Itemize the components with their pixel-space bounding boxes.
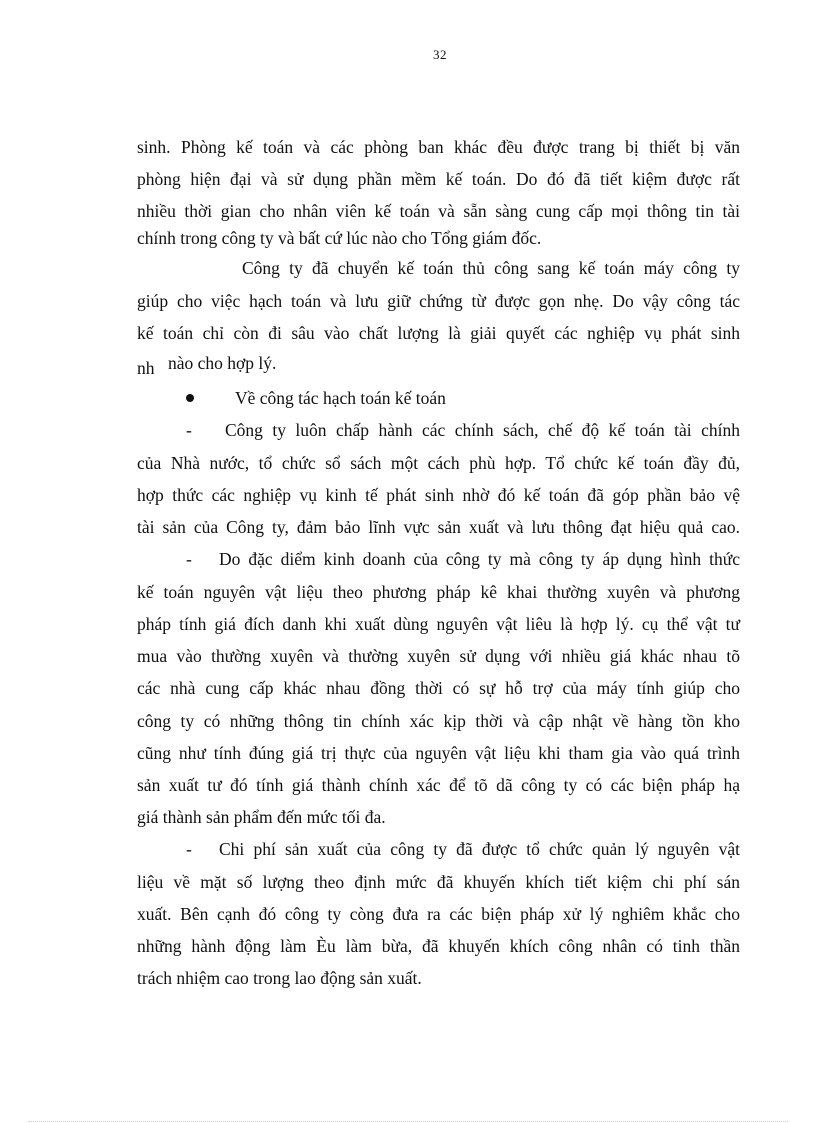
text-fragment: nh: [137, 358, 155, 378]
text-line: pháp tính giá đích danh khi xuất dùng nguyên vật liêu là hợp lý. cụ thể vật tư: [137, 614, 740, 634]
text-line: kế toán nguyên vật liệu theo phương pháp kê khai thường xuyên và phương: [137, 582, 740, 602]
dash-marker: -: [186, 839, 192, 859]
text-line: mua vào thường xuyên và thường xuyên sử dụng với nhiều giá khác nhau tõ: [137, 646, 740, 666]
text-line: Công ty luôn chấp hành các chính sách, chế độ kế toán tài chính: [225, 420, 740, 440]
text-line: Chi phí sản xuất của công ty đã được tổ chức quản lý nguyên vật: [219, 839, 740, 859]
text-line: cũng như tính đúng giá trị thực của nguyên vật liệu khi tham gia vào quá trình: [137, 743, 740, 763]
text-fragment: nào cho hợp lý.: [168, 353, 277, 373]
text-line: sản xuất tư đó tính giá thành chính xác để tõ dã công ty có các biện pháp hạ: [137, 775, 740, 795]
text-line: phòng hiện đại và sử dụng phần mềm kế toán. Do đó đã tiết kiệm được rất: [137, 169, 740, 189]
text-line: những hành động làm Èu làm bừa, đã khuyến khích công nhân có tinh thần: [137, 936, 740, 956]
section-heading: Về công tác hạch toán kế toán: [235, 388, 446, 408]
footer-divider: [28, 1121, 788, 1122]
text-line: tài sản của Công ty, đảm bảo lĩnh vực sản xuất và lưu thông đạt hiệu quả cao.: [137, 517, 740, 537]
dash-marker: -: [186, 549, 192, 569]
text-line: kế toán chỉ còn đi sâu vào chất lượng là giải quyết các nghiệp vụ phát sinh: [137, 323, 740, 343]
text-line: công ty có những thông tin chính xác kịp thời và cập nhật về hàng tồn kho: [137, 711, 740, 731]
text-line: sinh. Phòng kế toán và các phòng ban khác đều được trang bị thiết bị văn: [137, 137, 740, 157]
text-line: Công ty đã chuyển kế toán thủ công sang kế toán máy công ty: [242, 258, 740, 278]
text-line: của Nhà nước, tổ chức sổ sách một cách phù hợp. Tổ chức kế toán đầy đủ,: [137, 453, 740, 473]
dash-marker: -: [186, 420, 192, 440]
text-line: nhiều thời gian cho nhân viên kế toán và sẵn sàng cung cấp mọi thông tin tài: [137, 201, 740, 221]
text-line: giá thành sản phẩm đến mức tối đa.: [137, 807, 386, 827]
text-line: các nhà cung cấp khác nhau đồng thời có sự hỗ trợ của máy tính giúp cho: [137, 678, 740, 698]
bullet-dot-icon: [186, 394, 194, 402]
text-line: liệu về mặt số lượng theo định mức đã khuyến khích tiết kiệm chi phí sán: [137, 872, 740, 892]
text-line: Do đặc diểm kinh doanh của công ty mà công ty áp dụng hình thức: [219, 549, 740, 569]
text-line: giúp cho việc hạch toán và lưu giữ chứng từ được gọn nhẹ. Do vậy công tác: [137, 291, 740, 311]
text-line: trách nhiệm cao trong lao động sản xuất.: [137, 968, 422, 988]
text-line: hợp thức các nghiệp vụ kinh tế phát sinh nhờ đó kế toán đã góp phần bảo vệ: [137, 485, 740, 505]
text-line: chính trong công ty và bất cứ lúc nào cho Tổng giám đốc.: [137, 228, 542, 248]
text-line: xuất. Bên cạnh đó công ty còng đưa ra các biện pháp xử lý nghiêm khắc cho: [137, 904, 740, 924]
page-number: 32: [433, 47, 447, 62]
